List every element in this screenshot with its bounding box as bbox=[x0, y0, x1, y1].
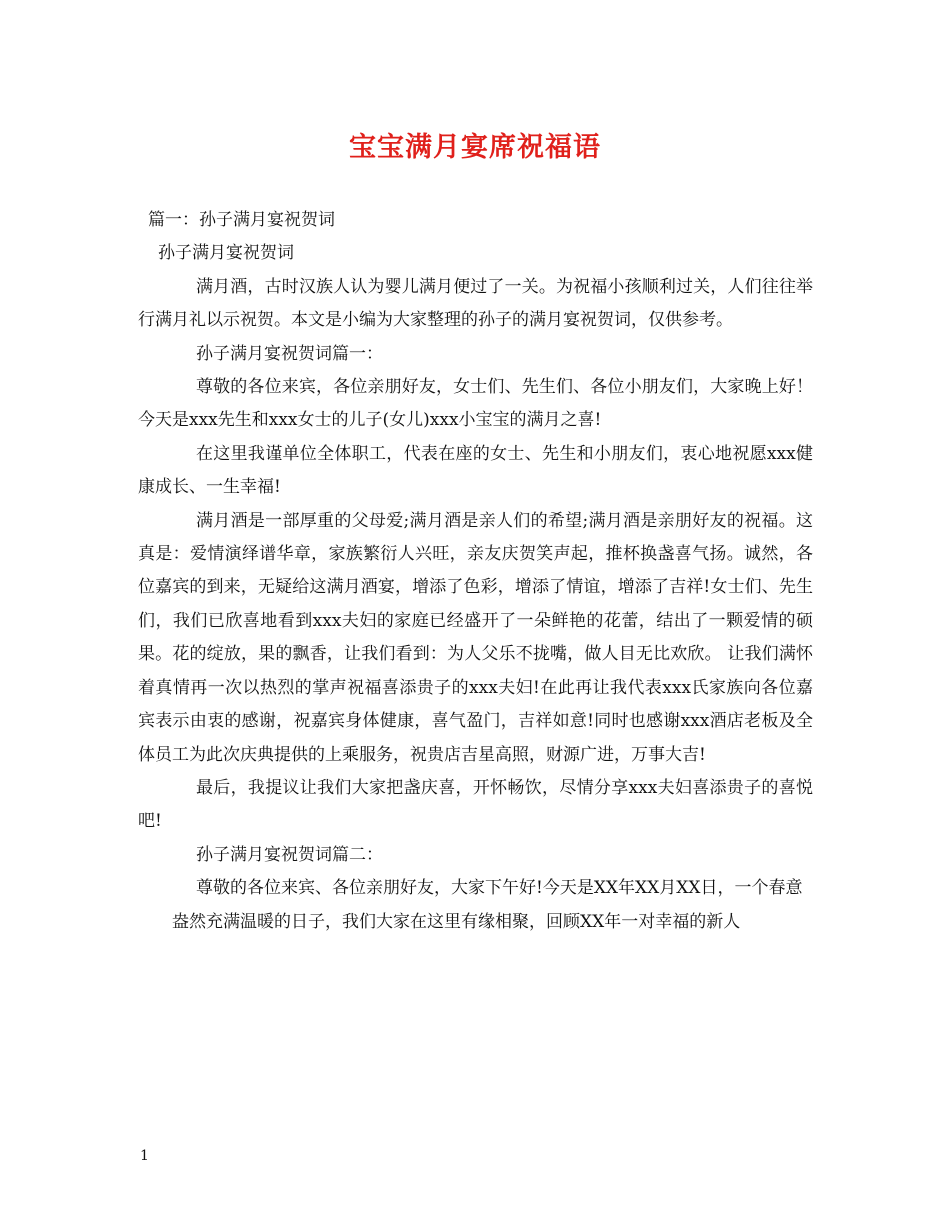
paragraph: 在这里我谨单位全体职工，代表在座的女士、先生和小朋友们，衷心地祝愿xxx健康成长、一生幸福! bbox=[138, 443, 813, 498]
section-subheading: 孙子满月宴祝贺词 bbox=[158, 243, 294, 264]
paragraph: 盎然充满温暖的日子，我们大家在这里有缘相聚，回顾XX年一对幸福的新人 bbox=[172, 911, 741, 932]
document-body bbox=[138, 204, 813, 939]
section-heading: 篇一：孙子满月宴祝贺词 bbox=[148, 210, 335, 230]
page-number: 1 bbox=[140, 1148, 149, 1164]
paragraph: 尊敬的各位来宾、各位亲朋好友，大家下午好!今天是XX年XX月XX日，一个春意 bbox=[196, 878, 803, 899]
paragraph: 最后，我提议让我们大家把盏庆喜，开怀畅饮，尽情分享xxx夫妇喜添贵子的喜悦吧! bbox=[138, 777, 813, 832]
paragraph: 满月酒是一部厚重的父母爱;满月酒是亲人们的希望;满月酒是亲朋好友的祝福。这真是：爱情演绎谱华章，家族繁衍人兴旺，亲友庆贺笑声起，推杯换盏喜气扬。诚然，各位嘉宾的到来，无疑给这满月酒宴，增添了色彩，增添了情谊，增添了吉祥!女士们、先生们，我们已欣喜地看到xxx夫妇的家庭已经盛开了一朵鲜艳的花蕾，结出了一颗爱情的硕果。花的绽放，果的飘香，让我们看到：为人父乐不拢嘴，做人目无比欢欣。 让我们满怀着真情再一次以热烈的掌声祝福喜添贵子的xxx夫妇!在此再让我代表xxx氏家族向各位嘉宾表示由衷的感谢，祝嘉宾身体健康，喜气盈门，吉祥如意!同时也感谢xxx酒店老板及全体员工为此次庆典提供的上乘服务，祝贵店吉星高照，财源广进，万事大吉! bbox=[138, 510, 813, 765]
paragraph-heading: 孙子满月宴祝贺词篇一： bbox=[196, 343, 383, 364]
document-title: 宝宝满月宴席祝福语 bbox=[349, 132, 601, 163]
paragraph-heading: 孙子满月宴祝贺词篇二： bbox=[196, 844, 383, 865]
paragraph: 满月酒，古时汉族人认为婴儿满月便过了一关。为祝福小孩顺利过关，人们往往举行满月礼以示祝贺。本文是小编为大家整理的孙子的满月宴祝贺词，仅供参考。 bbox=[138, 276, 813, 331]
paragraph: 尊敬的各位来宾，各位亲朋好友，女士们、先生们、各位小朋友们，大家晚上好！今天是xxx先生和xxx女士的儿子(女儿)xxx小宝宝的满月之喜! bbox=[138, 377, 813, 431]
